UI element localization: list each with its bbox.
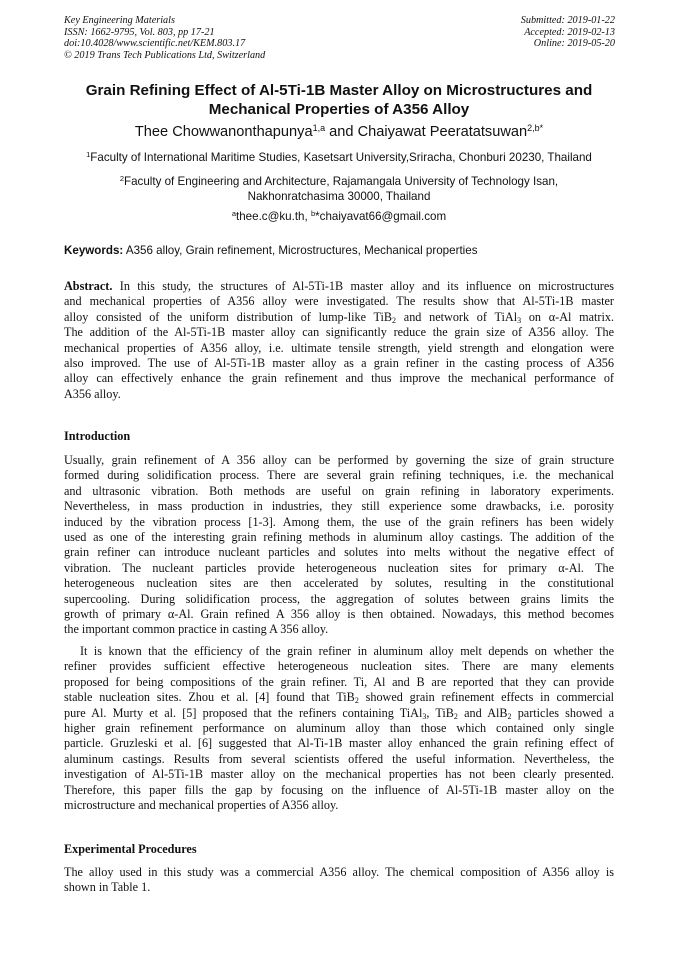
- intro-line: It is known that the efficiency of the grain refiner in aluminum alloy melt depends on whether the: [80, 644, 614, 658]
- author-2-sup: 2,b*: [527, 123, 544, 133]
- experimental-line: The alloy used in this study was a commercial A356 alloy. The chemical composition of A356 alloy is: [64, 865, 614, 879]
- intro-line: Nevertheless, in mass production in industries, they still experience some drawbacks, i.e. porosity: [64, 499, 614, 514]
- journal-name: Key Engineering Materials: [64, 15, 175, 26]
- title-line-2: Mechanical Properties of A356 Alloy: [208, 101, 470, 118]
- affiliation-2-sup: 2: [119, 174, 124, 183]
- abstract-line: and mechanical properties of A356 alloy were investigated. The results show that Al-5Ti-1B master: [64, 294, 614, 309]
- intro-line: used as one of the interesting grain refining methods in aluminum alloy castings. The addition of the: [64, 530, 614, 545]
- abstract: [64, 279, 614, 402]
- copyright: © 2019 Trans Tech Publications Ltd, Switzerland: [64, 49, 266, 61]
- submitted-date: Submitted: 2019-01-22: [520, 15, 615, 26]
- intro-line: aluminum castings. Results from several scientists offered the useful information. Nevertheless, the: [64, 751, 614, 766]
- intro-line: pure Al. Murty et al. [5] proposed that the refiners containing TiAl$_3$, TiB$_2$ and AlB$_2$ particles showed a: [64, 705, 614, 721]
- intro-line: formed during solidification process. There are several grain refining techniques, i.e. the mechanical: [64, 468, 614, 483]
- intro-line: grain refiner can introduce nucleant particles and solutes into melts without the negative effect of: [64, 545, 614, 560]
- title-line-1: Grain Refining Effect of Al-5Ti-1B Master Alloy on Microstructures and: [85, 82, 593, 99]
- issn: ISSN: 1662-9795, Vol. 803, pp 17-21: [64, 26, 215, 38]
- accepted-date: Accepted: 2019-02-13: [524, 26, 615, 38]
- introduction-paragraph-2: [64, 644, 614, 813]
- intro-line: the important common practice in casting A 356 alloy.: [64, 622, 329, 637]
- email-b-sup: b: [310, 209, 316, 218]
- intro-line: refiner provides sufficient effective heterogeneous nucleation sites. There are many elements: [64, 659, 614, 674]
- intro-line: Usually, grain refinement of A 356 alloy can be performed by governing the size of grain structure: [64, 453, 614, 467]
- affiliation-1: [40, 150, 638, 165]
- author-and: and: [329, 124, 354, 140]
- experimental-heading: Experimental Procedures: [64, 842, 197, 856]
- intro-line: Therefore, this paper fills the gap by focusing on the influence of Al-5Ti-1B master alloy on the: [64, 782, 614, 797]
- abstract-line: alloy can effectively enhance the grain refinement and thus improve the mechanical performance of: [64, 371, 614, 386]
- intro-line: heterogeneous nucleation sites are then accelerated by solutes, resulting in the constitutional: [64, 576, 614, 591]
- abstract-line: A356 alloy.: [64, 386, 121, 401]
- keywords: [64, 243, 616, 258]
- introduction-heading: Introduction: [64, 429, 131, 443]
- author-emails: [40, 209, 638, 224]
- email-b[interactable]: *chaiyavat66@gmail.com: [315, 210, 447, 223]
- abstract-line: mechanical properties of A356 alloy, i.e. ultimate tensile strength, yield strength and elongation were: [64, 340, 614, 355]
- abstract-label: Abstract.: [64, 279, 113, 293]
- introduction-paragraph-1: [64, 453, 614, 638]
- intro-line: higher grain refinement performance on aluminum alloy than those which contained only single: [64, 721, 614, 736]
- intro-line: and ultrasonic vibration. Both methods are useful on grain refining in laboratory experiments.: [64, 483, 614, 498]
- keywords-label: Keywords:: [64, 244, 124, 257]
- paper-title: [40, 81, 638, 119]
- email-a[interactable]: thee.c@ku.th,: [236, 210, 308, 223]
- intro-line: growth of primary α-Al. Grain refined A 356 alloy is then obtained. Nowadays, this method becomes: [64, 607, 614, 622]
- keywords-text: A356 alloy, Grain refinement, Microstructures, Mechanical properties: [125, 244, 478, 257]
- intro-line: supercooling. During solidification process, the aggregation of solutes between grains limits the: [64, 591, 614, 606]
- experimental-line: shown in Table 1.: [64, 880, 151, 895]
- intro-line: vibration. The nucleant particles provide heterogeneous nucleation sites for primary α-Al. The: [64, 560, 614, 575]
- author-2: Chaiyawat Peeratatsuwan: [357, 124, 528, 140]
- affiliation-1-text: Faculty of International Maritime Studies, Kasetsart University,Sriracha, Chonburi 20230, Thailand: [90, 151, 592, 164]
- author-1: Thee Chowwanonthapunya: [134, 124, 313, 140]
- intro-line: investigation of Al-5Ti-1B master alloy on the mechanical properties has not been clearly presented.: [64, 767, 614, 782]
- intro-line: stable nucleation sites. Zhou et al. [4] found that TiB$_2$ showed grain refinement effects in commercial: [64, 690, 614, 706]
- affiliation-2-line-2: Nakhonratchasima 30000, Thailand: [247, 190, 431, 204]
- author-1-sup: 1,a: [312, 123, 326, 133]
- affiliation-2: [40, 174, 638, 205]
- experimental-paragraph: [64, 865, 614, 896]
- abstract-line: Abstract. In this study, the structures of Al-5Ti-1B master alloy and its influence on microstructures: [64, 279, 614, 293]
- journal-info: [64, 15, 384, 61]
- intro-line: induced by the vibration process [1-3]. Among them, the use of the grain refiners has been widely: [64, 514, 614, 529]
- doi: doi:10.4028/www.scientific.net/KEM.803.17: [64, 38, 246, 50]
- abstract-line: alloy consisted of the uniform distribution of lump-like TiB$_2$ and network of TiAl$_3$ on α-Al matrix.: [64, 309, 614, 325]
- affiliation-2-line-1: Faculty of Engineering and Architecture, Rajamangala University of Technology Isan,: [124, 175, 559, 188]
- online-date: Online: 2019-05-20: [533, 38, 615, 50]
- intro-line: proposed for being compositions of the grain refiner. Ti, Al and B are reported that they can provide: [64, 674, 614, 689]
- email-a-sup: a: [231, 209, 237, 218]
- dates-info: [375, 15, 615, 50]
- intro-line: particle. Gruzleski et al. [6] suggested that Al-Ti-1B master alloy enhanced the grain refining effect of: [64, 736, 614, 751]
- affiliation-1-sup: 1: [86, 150, 91, 159]
- abstract-line: also improved. The use of Al-5Ti-1B master alloy as a grain refiner in the casting process of A356: [64, 356, 614, 371]
- authors: [40, 124, 638, 141]
- abstract-line: The addition of the Al-5Ti-1B master alloy can significantly reduce the grain size of A356 alloy. The: [64, 325, 614, 340]
- intro-line: microstructure and mechanical properties of A356 alloy.: [64, 798, 339, 813]
